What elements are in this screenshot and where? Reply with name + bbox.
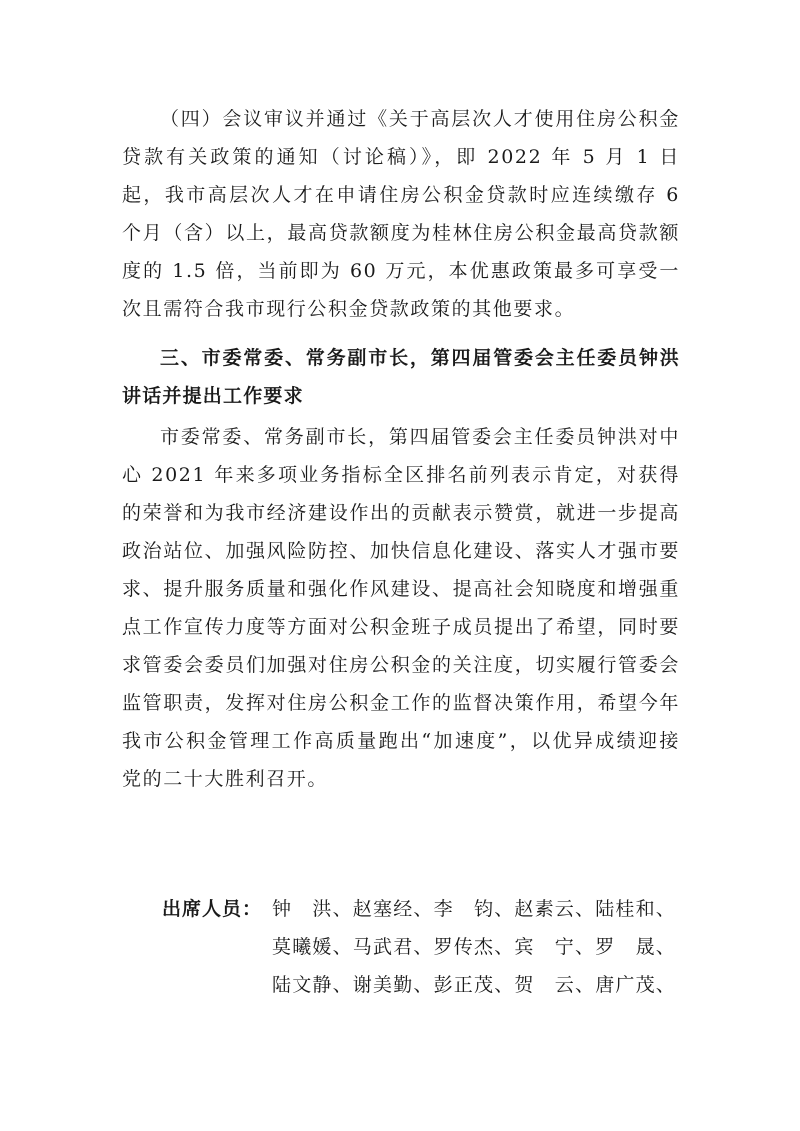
attendees-block: [162, 890, 692, 1004]
section-heading-3: 三、市委常委、常务副市长，第四届管委会主任委员钟洪讲话并提出工作要求: [122, 347, 680, 407]
attendees-line: 莫曦媛、马武君、罗传杰、宾 宁、罗 晟、: [272, 936, 677, 958]
attendees-label: 出席人员：: [162, 898, 263, 920]
attendees-line: 陆文静、谢美勤、彭正茂、贺 云、唐广茂、: [272, 974, 677, 996]
attendees-line: 钟 洪、赵塞经、李 钧、赵素云、陆桂和、: [272, 898, 677, 920]
attendees-list: [272, 890, 692, 1004]
speech-paragraph: 市委常委、常务副市长，第四届管委会主任委员钟洪对中心 2021 年来多项业务指标全区排名前列表示肯定，对获得的荣誉和为我市经济建设作出的贡献表示赞赏，就进一步提高政治站位、加强风险防控、加快信息化建设、落实人才强市要求、提升服务质量和强化作风建设、提高社会知晓度和增强重点工作宣传力度等方面对公积金班子成员提出了希望，同时要求管委会委员们加强对住房公积金的关注度，切实履行管委会监管职责，发挥对住房公积金工作的监督决策作用，希望今年我市公积金管理工作高质量跑出“加速度”，以优异成绩迎接党的二十大胜利召开。: [122, 426, 680, 790]
paragraph-item-4: （四）会议审议并通过《关于高层次人才使用住房公积金贷款有关政策的通知（讨论稿）》，即 2022 年 5 月 1 日起，我市高层次人才在申请住房公积金贷款时应连续缴存 6 个月（含）以上，最高贷款额度为桂林住房公积金最高贷款额度的 1.5 倍，当前即为 60 万元，本优惠政策最多可享受一次且需符合我市现行公积金贷款政策的其他要求。: [122, 108, 680, 320]
